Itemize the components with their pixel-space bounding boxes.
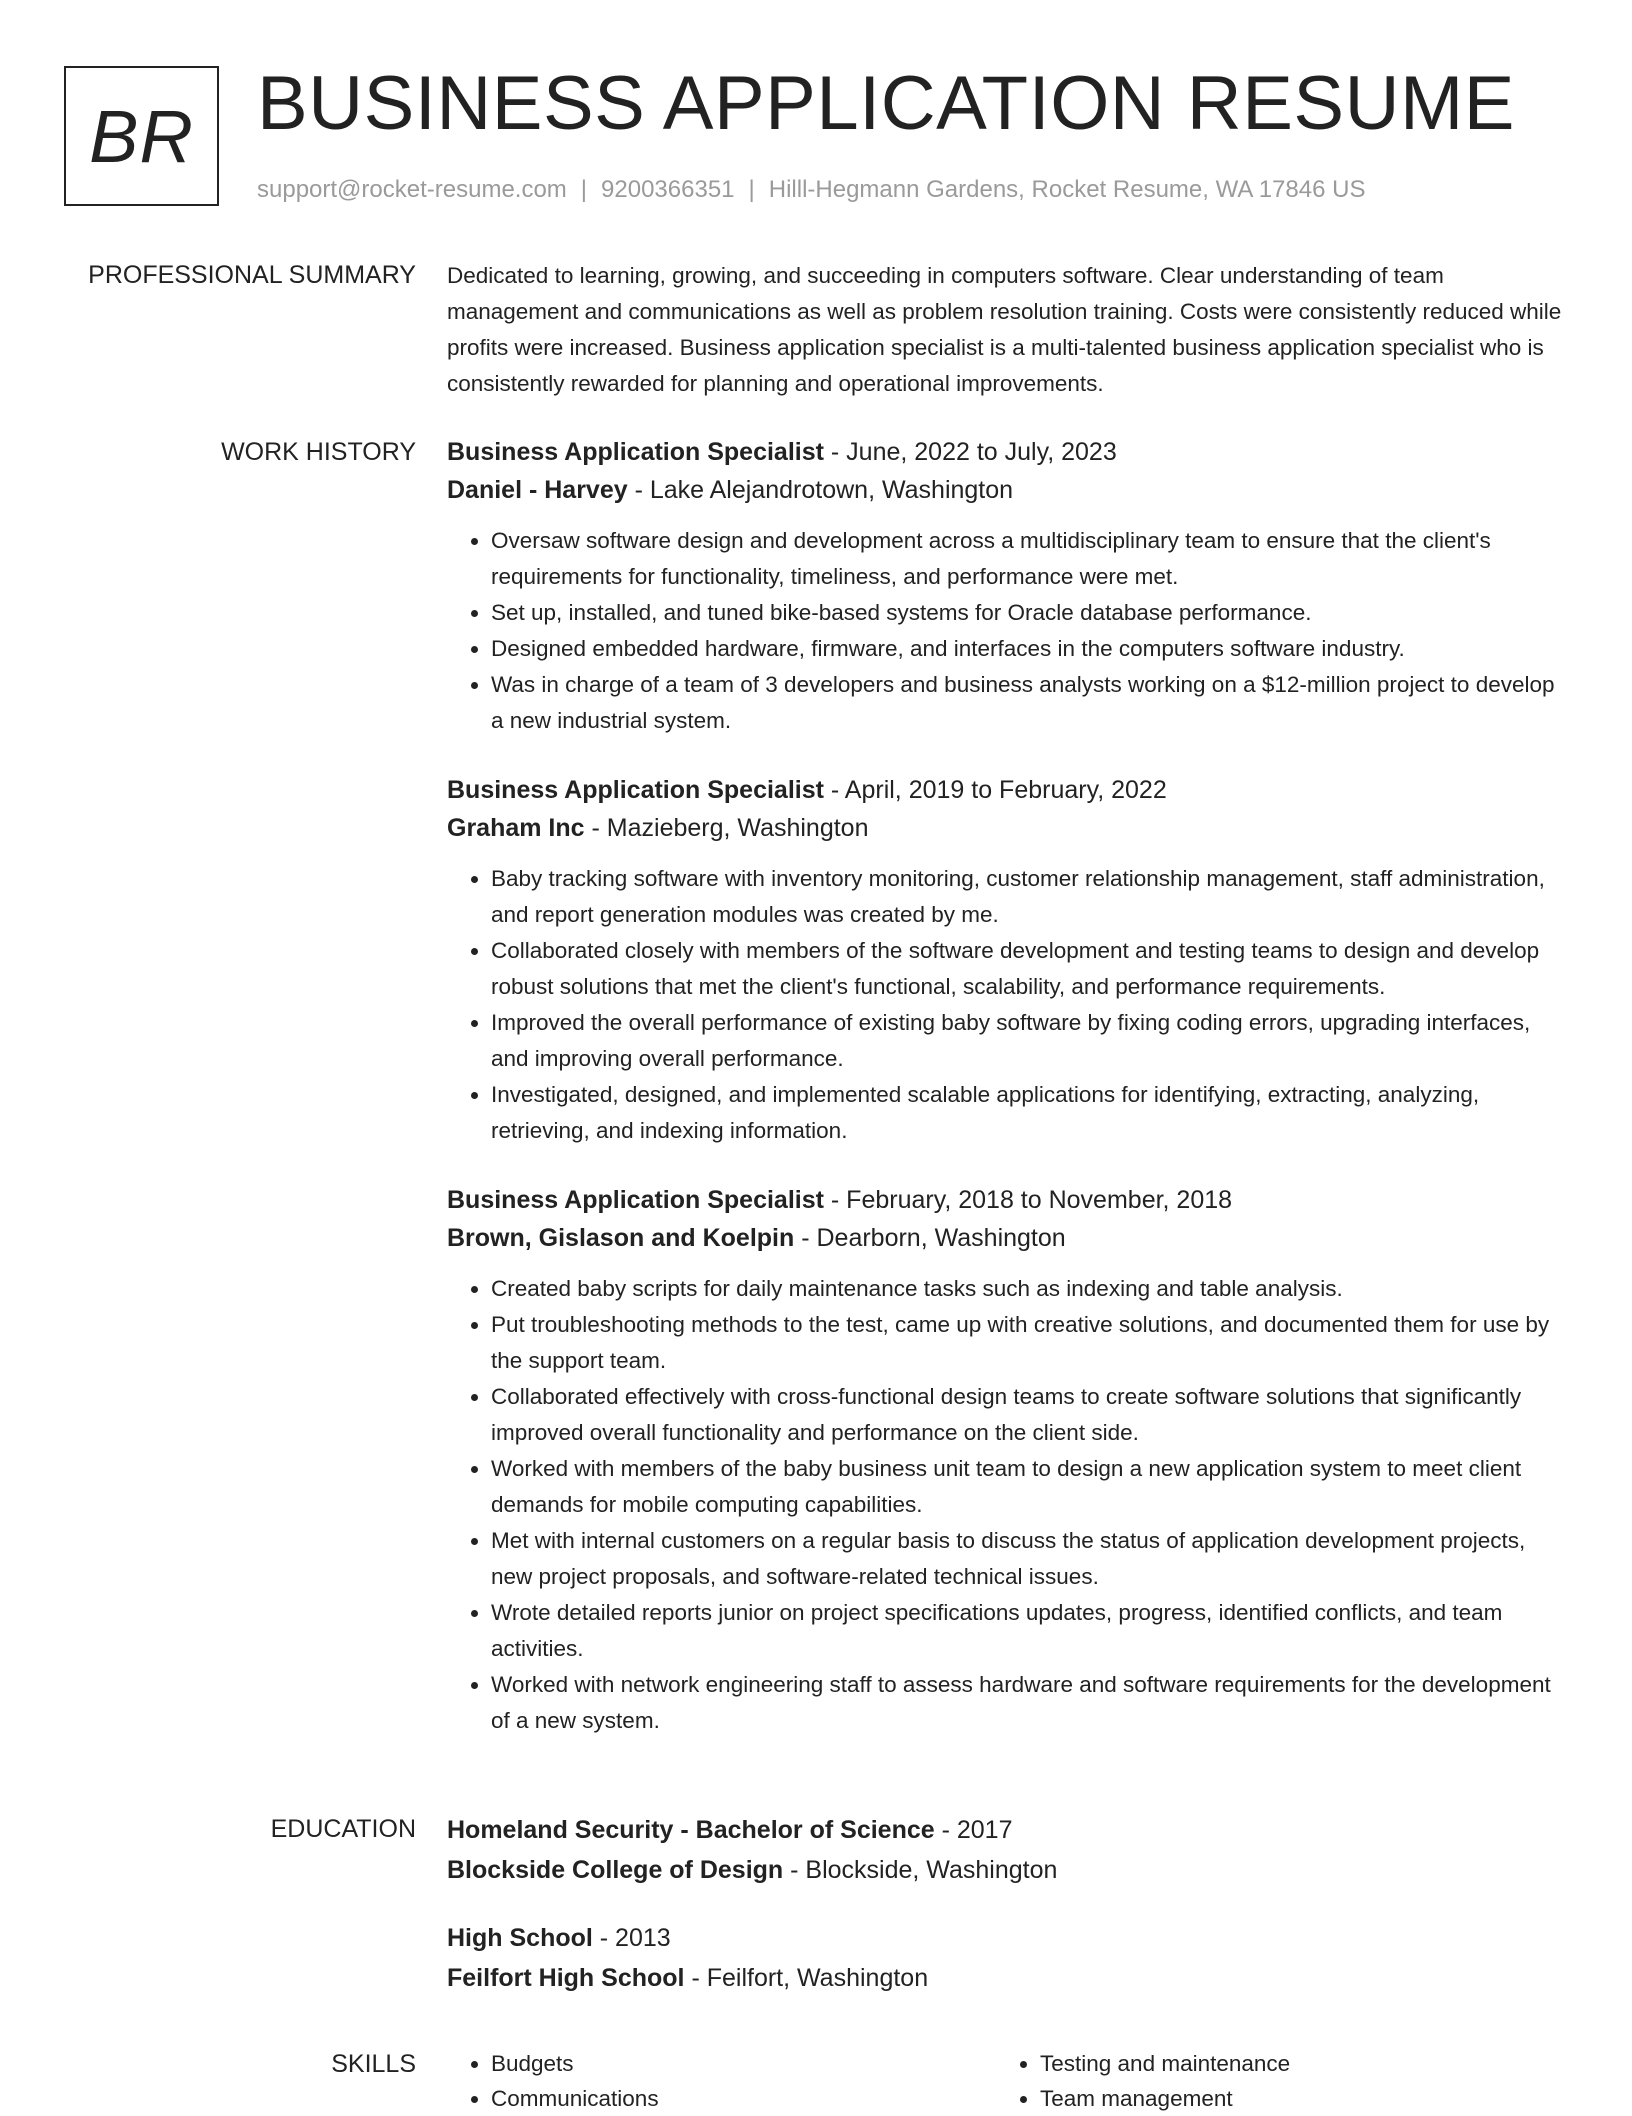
summary-text: Dedicated to learning, growing, and succeeding in computers software. Clear understanding of team management and communications as well as problem resolution training. Costs were consistently reduced while profits were increased. Business application specialist is a multi-talented business application specialist who is consistently rewarded for planning and operational improvements. [447,263,1562,396]
job-entry [447,1181,1567,1739]
job-bullet: • Investigated, designed, and implemented scalable applications for identifying, extracting, analyzing, retrieving, and indexing information. [491,1077,1567,1149]
education-school: Feilfort High School [447,1964,685,1992]
skills-list-right [996,2046,1545,2116]
job-entry [447,433,1567,739]
job-bullet: • Wrote detailed reports junior on project specifications updates, progress, identified conflicts, and team activities. [491,1595,1567,1667]
job-bullet: • Baby tracking software with inventory monitoring, customer relationship management, staff administration, and report generation modules was created by me. [491,861,1567,933]
skill-item: • Testing and maintenance [1040,2046,1545,2081]
job-bullet: • Improved the overall performance of existing baby software by fixing coding errors, upgrading interfaces, and improving overall performance. [491,1005,1567,1077]
job-title: Business Application Specialist [447,1186,824,1214]
skills-columns [447,2046,1567,2116]
education-degree-line [447,1918,1567,1958]
education-degree-line [447,1810,1567,1850]
job-title-line [447,433,1567,471]
skill-item: • Team management [1040,2081,1545,2116]
contact-phone: 9200366351 [601,176,735,203]
job-company-line [447,471,1567,509]
monogram-logo: BR [64,66,219,206]
education-degree: Homeland Security - Bachelor of Science [447,1816,935,1844]
job-bullet: • Met with internal customers on a regular basis to discuss the status of application development projects, new project proposals, and software-related technical issues. [491,1523,1567,1595]
education-location: - Feilfort, Washington [684,1964,929,1992]
job-company-line [447,809,1567,847]
resume-title: BUSINESS APPLICATION RESUME [257,61,1515,146]
job-dates: - June, 2022 to July, 2023 [823,438,1117,466]
education-list [447,1810,1567,2026]
section-label-skills: SKILLS [331,2050,416,2078]
job-title: Business Application Specialist [447,776,824,804]
job-dates: - February, 2018 to November, 2018 [823,1186,1233,1214]
education-year: - 2017 [934,1816,1013,1844]
job-bullet: • Worked with network engineering staff to assess hardware and software requirements for the development of a new system. [491,1667,1567,1739]
job-dates: - April, 2019 to February, 2022 [823,776,1167,804]
job-location: - Mazieberg, Washington [584,814,869,842]
section-label-education: EDUCATION [270,1815,416,1843]
job-bullet: • Set up, installed, and tuned bike-based systems for Oracle database performance. [491,595,1567,631]
resume-header [64,61,1592,214]
job-company: Brown, Gislason and Koelpin [447,1224,795,1252]
job-company: Daniel - Harvey [447,476,628,504]
contact-line [257,176,1365,204]
section-label-work: WORK HISTORY [221,438,416,466]
job-location: - Dearborn, Washington [794,1224,1066,1252]
job-company-line [447,1219,1567,1257]
education-school-line [447,1958,1567,1998]
education-entry [447,1918,1567,1998]
section-label-summary: PROFESSIONAL SUMMARY [88,261,416,289]
job-bullet: • Put troubleshooting methods to the test, came up with creative solutions, and documented them for use by the support team. [491,1307,1567,1379]
skill-item: • Budgets [491,2046,996,2081]
job-title: Business Application Specialist [447,438,824,466]
contact-separator: | [748,176,755,203]
education-school: Blockside College of Design [447,1856,784,1884]
education-entry [447,1810,1567,1890]
job-bullets [447,1271,1567,1739]
contact-separator: | [580,176,588,203]
education-year: - 2013 [592,1924,671,1952]
job-location: - Lake Alejandrotown, Washington [627,476,1014,504]
job-bullet: • Worked with members of the baby business unit team to design a new application system to meet client demands for mobile computing capabilities. [491,1451,1567,1523]
contact-address: Hilll-Hegmann Gardens, Rocket Resume, WA 17846 US [768,176,1366,203]
contact-email: support@rocket-resume.com [257,176,567,203]
job-bullets [447,523,1567,739]
education-school-line [447,1850,1567,1890]
education-degree: High School [447,1924,593,1952]
job-bullet: • Collaborated closely with members of the software development and testing teams to design and develop robust solutions that met the client's functional, scalability, and performance requirements. [491,933,1567,1005]
job-company: Graham Inc [447,814,585,842]
skills-list-left [447,2046,996,2116]
job-title-line [447,771,1567,809]
job-bullet: • Created baby scripts for daily maintenance tasks such as indexing and table analysis. [491,1271,1567,1307]
job-bullet: • Designed embedded hardware, firmware, and interfaces in the computers software industry. [491,631,1567,667]
job-bullet: • Oversaw software design and development across a multidisciplinary team to ensure that the client's requirements for functionality, timeliness, and performance were met. [491,523,1567,595]
job-bullet: • Collaborated effectively with cross-functional design teams to create software solutions that significantly improved overall functionality and performance on the client side. [491,1379,1567,1451]
job-bullets [447,861,1567,1149]
jobs-list [447,433,1567,1771]
job-bullet: • Was in charge of a team of 3 developers and business analysts working on a $12-million project to develop a new industrial system. [491,667,1567,739]
job-entry [447,771,1567,1149]
skill-item: • Communications [491,2081,996,2116]
job-title-line [447,1181,1567,1219]
education-location: - Blockside, Washington [783,1856,1058,1884]
